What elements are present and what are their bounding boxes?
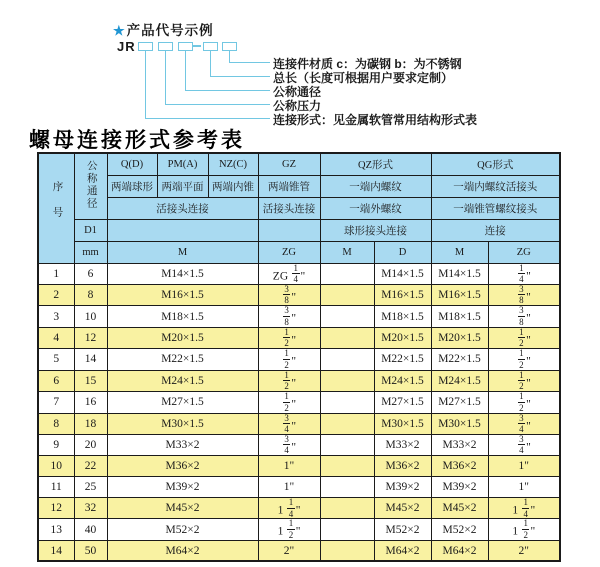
header-unit-zg1: ZG [258, 241, 320, 263]
cell-m: M18×1.5 [107, 306, 258, 327]
cell-dn: 22 [74, 456, 107, 477]
cell-qg-m: M27×1.5 [431, 392, 488, 413]
cell-qz-m [320, 306, 374, 327]
header-conn2-qg: 连接 [431, 219, 560, 241]
cell-seq: 7 [38, 392, 74, 413]
cell-qg-zg: 1 $\frac{1}{2}$ " [488, 519, 560, 540]
cell-gz-zg: ZG $\frac{1}{4}$ " [258, 263, 320, 284]
cell-qz-m [320, 456, 374, 477]
cell-m: M39×2 [107, 477, 258, 498]
leader-line-v1 [229, 50, 230, 62]
header-desc-qd: 两端球形 [107, 175, 157, 197]
cell-m: M45×2 [107, 498, 258, 519]
table-row [38, 327, 560, 348]
cell-m: M24×1.5 [107, 370, 258, 391]
cell-qz-m [320, 392, 374, 413]
header-form-qd: Q(D) [107, 153, 157, 175]
diagram-label-nominal-dia: 公称通径 [273, 85, 322, 99]
cell-dn: 6 [74, 263, 107, 284]
cell-qg-m: M14×1.5 [431, 263, 488, 284]
cell-qg-m: M33×2 [431, 435, 488, 456]
code-prefix: JR [117, 39, 136, 54]
cell-dn: 14 [74, 349, 107, 370]
header-unit-d: D [374, 241, 431, 263]
diagram-title-text: 产品代号示例 [126, 23, 214, 38]
cell-qg-zg: 2" [488, 540, 560, 561]
cell-seq: 1 [38, 263, 74, 284]
cell-gz-zg: $\frac{1}{2}$ " [258, 392, 320, 413]
cell-seq: 9 [38, 435, 74, 456]
header-conn-qg: 一端锥管螺纹接头 [431, 197, 560, 219]
cell-m: M30×1.5 [107, 413, 258, 434]
header-conn-union: 活接头连接 [107, 197, 258, 219]
header-form-gz: GZ [258, 153, 320, 175]
cell-gz-zg: $\frac{1}{2}$ " [258, 349, 320, 370]
cell-qg-m: M18×1.5 [431, 306, 488, 327]
cell-m: M14×1.5 [107, 263, 258, 284]
cell-qg-zg: $\frac{3}{4}$ " [488, 435, 560, 456]
cell-dn: 32 [74, 498, 107, 519]
diagram-label-nominal-press: 公称压力 [273, 99, 322, 113]
cell-qg-zg: $\frac{1}{2}$ " [488, 392, 560, 413]
cell-seq: 8 [38, 413, 74, 434]
cell-m: M22×1.5 [107, 349, 258, 370]
header-conn-gz: 活接头连接 [258, 197, 320, 219]
table-row [38, 306, 560, 327]
cell-qg-m: M52×2 [431, 519, 488, 540]
cell-qg-m: M16×1.5 [431, 284, 488, 305]
cell-m: M20×1.5 [107, 327, 258, 348]
cell-m: M64×2 [107, 540, 258, 561]
cell-dn: 8 [74, 284, 107, 305]
cell-gz-zg: $\frac{3}{8}$ " [258, 284, 320, 305]
cell-gz-zg: 1" [258, 456, 320, 477]
cell-qz-m [320, 413, 374, 434]
table-row [38, 519, 560, 540]
cell-gz-zg: $\frac{1}{2}$ " [258, 370, 320, 391]
leader-line-h3 [185, 90, 270, 91]
cell-dn: 16 [74, 392, 107, 413]
cell-seq: 4 [38, 327, 74, 348]
leader-line-v3 [185, 50, 186, 90]
cell-qz-d: M24×1.5 [374, 370, 431, 391]
cell-qg-zg: $\frac{1}{2}$ " [488, 327, 560, 348]
table-row [38, 263, 560, 284]
cell-dn: 12 [74, 327, 107, 348]
cell-dn: 15 [74, 370, 107, 391]
cell-qz-d: M30×1.5 [374, 413, 431, 434]
cell-qz-m [320, 477, 374, 498]
diagram-title [113, 19, 214, 39]
header-seq: 序号 [38, 153, 74, 263]
header-unit-m3: M [431, 241, 488, 263]
header-d1-blank-m [107, 219, 258, 241]
cell-dn: 20 [74, 435, 107, 456]
table-row [38, 540, 560, 561]
header-d1-blank-gz [258, 219, 320, 241]
header-form-nzc: NZ(C) [208, 153, 258, 175]
cell-seq: 6 [38, 370, 74, 391]
section-heading: 螺母连接形式参考表 [29, 128, 245, 152]
cell-dn: 50 [74, 540, 107, 561]
table-body [38, 263, 560, 561]
table-row [38, 477, 560, 498]
cell-seq: 3 [38, 306, 74, 327]
cell-qg-m: M36×2 [431, 456, 488, 477]
cell-qz-d: M36×2 [374, 456, 431, 477]
cell-qz-m [320, 498, 374, 519]
leader-line-h2 [210, 76, 270, 77]
cell-dn: 18 [74, 413, 107, 434]
cell-qg-zg: 1" [488, 477, 560, 498]
header-desc-gz: 两端锥管 [258, 175, 320, 197]
table-row [38, 392, 560, 413]
cell-dn: 40 [74, 519, 107, 540]
leader-line-v2 [210, 50, 211, 76]
cell-qz-d: M14×1.5 [374, 263, 431, 284]
cell-qg-zg: $\frac{1}{2}$ " [488, 370, 560, 391]
header-unit-m1: M [107, 241, 258, 263]
header-desc-nzc: 两端内锥 [208, 175, 258, 197]
cell-m: M27×1.5 [107, 392, 258, 413]
cell-qz-d: M18×1.5 [374, 306, 431, 327]
cell-m: M36×2 [107, 456, 258, 477]
header-row-forms [38, 153, 560, 175]
cell-dn: 25 [74, 477, 107, 498]
cell-seq: 13 [38, 519, 74, 540]
cell-m: M52×2 [107, 519, 258, 540]
header-row-units [38, 241, 560, 263]
table-row [38, 435, 560, 456]
header-row-descriptions [38, 175, 560, 197]
cell-gz-zg: $\frac{1}{2}$ " [258, 327, 320, 348]
cell-gz-zg: 2" [258, 540, 320, 561]
header-conn2-qz: 球形接头连接 [320, 219, 431, 241]
leader-line-h1 [229, 62, 270, 63]
cell-qg-zg: 1" [488, 456, 560, 477]
header-d1: D1 [74, 219, 107, 241]
cell-qg-zg: $\frac{1}{4}$ " [488, 263, 560, 284]
cell-qz-m [320, 435, 374, 456]
cell-qg-zg: $\frac{3}{8}$ " [488, 306, 560, 327]
cell-qz-d: M33×2 [374, 435, 431, 456]
cell-qg-m: M39×2 [431, 477, 488, 498]
cell-seq: 12 [38, 498, 74, 519]
cell-qg-m: M20×1.5 [431, 327, 488, 348]
header-conn-qz: 一端外螺纹 [320, 197, 431, 219]
cell-gz-zg: 1" [258, 477, 320, 498]
table-row [38, 456, 560, 477]
header-mm: mm [74, 241, 107, 263]
header-form-pma: PM(A) [157, 153, 208, 175]
diagram-label-connection-form: 连接形式：见金属软管常用结构形式表 [273, 113, 478, 127]
header-desc-pma: 两端平面 [157, 175, 208, 197]
cell-qz-m [320, 263, 374, 284]
cell-qg-zg: $\frac{3}{8}$ " [488, 284, 560, 305]
cell-qg-m: M64×2 [431, 540, 488, 561]
table-row [38, 284, 560, 305]
header-unit-zg2: ZG [488, 241, 560, 263]
table-row [38, 498, 560, 519]
code-dash [193, 45, 201, 47]
cell-qg-m: M22×1.5 [431, 349, 488, 370]
cell-qz-d: M39×2 [374, 477, 431, 498]
cell-qz-d: M22×1.5 [374, 349, 431, 370]
cell-qz-m [320, 349, 374, 370]
cell-qz-m [320, 370, 374, 391]
cell-qg-zg: $\frac{1}{2}$ " [488, 349, 560, 370]
leader-line-h5 [145, 118, 270, 119]
cell-seq: 5 [38, 349, 74, 370]
table-header [38, 153, 560, 263]
cell-gz-zg: $\frac{3}{8}$ " [258, 306, 320, 327]
cell-seq: 14 [38, 540, 74, 561]
cell-gz-zg: 1 $\frac{1}{4}$ " [258, 498, 320, 519]
cell-qz-d: M27×1.5 [374, 392, 431, 413]
leader-line-v5 [145, 50, 146, 118]
header-dn: 公称通径 [74, 153, 107, 219]
nut-connection-table [37, 152, 561, 562]
header-unit-m2: M [320, 241, 374, 263]
cell-qz-d: M52×2 [374, 519, 431, 540]
cell-gz-zg: 1 $\frac{1}{2}$ " [258, 519, 320, 540]
table-row [38, 349, 560, 370]
cell-qg-zg: 1 $\frac{1}{4}$ " [488, 498, 560, 519]
header-desc-qg: 一端内螺纹活接头 [431, 175, 560, 197]
leader-line-h4 [165, 104, 270, 105]
cell-qg-zg: $\frac{3}{4}$ " [488, 413, 560, 434]
cell-qg-m: M30×1.5 [431, 413, 488, 434]
table-row [38, 370, 560, 391]
cell-qz-m [320, 519, 374, 540]
cell-m: M16×1.5 [107, 284, 258, 305]
diagram-label-material: 连接件材质 c：为碳钢 b：为不锈钢 [273, 57, 462, 71]
cell-m: M33×2 [107, 435, 258, 456]
cell-seq: 2 [38, 284, 74, 305]
table-row [38, 413, 560, 434]
cell-seq: 10 [38, 456, 74, 477]
cell-qz-d: M16×1.5 [374, 284, 431, 305]
cell-qz-m [320, 327, 374, 348]
cell-gz-zg: $\frac{3}{4}$ " [258, 435, 320, 456]
cell-qg-m: M24×1.5 [431, 370, 488, 391]
header-row-connections [38, 197, 560, 219]
cell-qz-m [320, 540, 374, 561]
header-form-qg: QG形式 [431, 153, 560, 175]
cell-qz-d: M64×2 [374, 540, 431, 561]
cell-seq: 11 [38, 477, 74, 498]
diagram-label-total-length: 总长（长度可根据用户要求定制） [273, 71, 454, 85]
leader-line-v4 [165, 50, 166, 104]
cell-gz-zg: $\frac{3}{4}$ " [258, 413, 320, 434]
cell-qz-m [320, 284, 374, 305]
header-form-qz: QZ形式 [320, 153, 431, 175]
cell-qg-m: M45×2 [431, 498, 488, 519]
star-icon: ★ [113, 23, 126, 38]
header-row-d1 [38, 219, 560, 241]
header-desc-qz: 一端内螺纹 [320, 175, 431, 197]
cell-qz-d: M45×2 [374, 498, 431, 519]
cell-qz-d: M20×1.5 [374, 327, 431, 348]
cell-dn: 10 [74, 306, 107, 327]
